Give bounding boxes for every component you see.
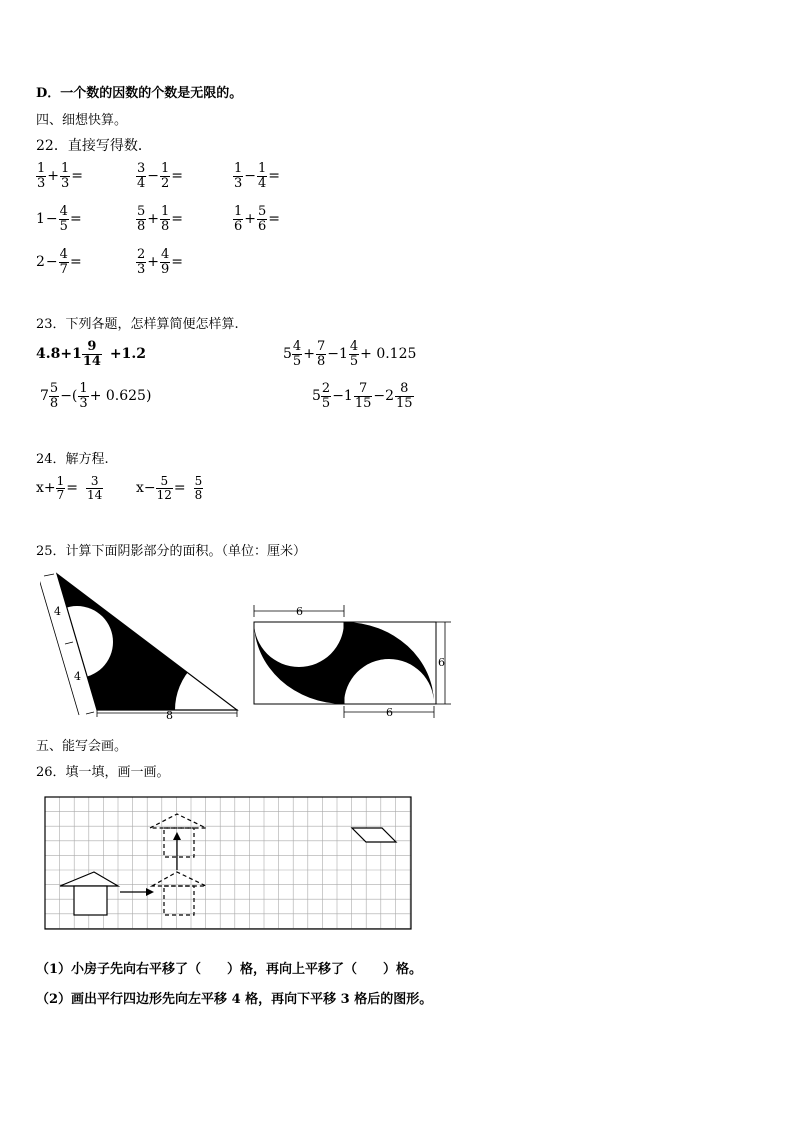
house-body — [74, 886, 107, 915]
rectangle-shaded-figure — [250, 600, 455, 722]
section-5-heading: 五、能写会画。 — [36, 739, 128, 754]
q22-expression: $\frac{2}{3}$ + $\frac{4}{9}$ = — [137, 247, 184, 277]
tri-side-bottom-label: 4 — [74, 670, 81, 683]
translation-grid — [44, 796, 414, 932]
question-24-title: 24．解方程. — [36, 452, 109, 467]
q23-expr-1: 4.8+1 $\frac{9}{14}$ +1.2 — [36, 339, 147, 369]
section-4-heading: 四、细想快算。 — [36, 113, 128, 128]
question-26-part-1: （1）小房子先向右平移了（ ）格，再向上平移了（ ）格。 — [36, 962, 423, 977]
q22-expression: $\frac{3}{4}$ − $\frac{1}{2}$ = — [137, 161, 184, 191]
rect-bottom-label: 6 — [386, 706, 393, 719]
rect-right-label: 6 — [438, 656, 445, 669]
triangle-shaded-figure — [40, 570, 245, 720]
tri-base-label: 8 — [166, 709, 173, 720]
q24-equation-2: x− $\frac{5}{12}$ = $\frac{5}{8}$ — [136, 474, 203, 502]
house-roof — [60, 872, 118, 886]
q22-expression: $\frac{1}{3}$ + $\frac{1}{3}$ = — [37, 161, 84, 191]
question-25-title: 25．计算下面阴影部分的面积。（单位：厘米） — [36, 544, 307, 559]
parallelogram — [352, 828, 396, 842]
question-23-title: 23．下列各题，怎样算简便怎样算. — [36, 317, 239, 332]
q23-expr-3: 7 $\frac{5}{8}$ −( $\frac{1}{3}$ + 0.625) — [40, 381, 152, 411]
q24-equation-1: x+ $\frac{1}{7}$ = $\frac{3}{14}$ — [36, 474, 103, 502]
option-d-text: D．一个数的因数的个数是无限的。 — [36, 86, 243, 101]
q23-expr-2: 5 $\frac{4}{5}$ + $\frac{7}{8}$ −1 $\frac{4}{5}$ + 0.125 — [283, 339, 417, 369]
question-26-part-2: （2）画出平行四边形先向左平移 4 格，再向下平移 3 格后的图形。 — [36, 992, 433, 1007]
q22-expression: $\frac{5}{8}$ + $\frac{1}{8}$ = — [137, 204, 184, 234]
q22-expression: 1 − $\frac{4}{5}$ = — [36, 204, 82, 234]
q22-expression: $\frac{1}{3}$ − $\frac{1}{4}$ = — [234, 161, 281, 191]
tri-side-top-label: 4 — [54, 605, 61, 618]
q22-expression: 2 − $\frac{4}{7}$ = — [36, 247, 82, 277]
q23-expr-4: 5 $\frac{2}{5}$ −1 $\frac{7}{15}$ −2 $\frac{8}{15}$ — [312, 381, 413, 411]
question-22-title: 22．直接写得数． — [36, 138, 152, 154]
rect-top-label: 6 — [296, 605, 303, 618]
question-26-title: 26．填一填，画一画。 — [36, 765, 170, 780]
q22-expression: $\frac{1}{6}$ + $\frac{5}{6}$ = — [234, 204, 281, 234]
